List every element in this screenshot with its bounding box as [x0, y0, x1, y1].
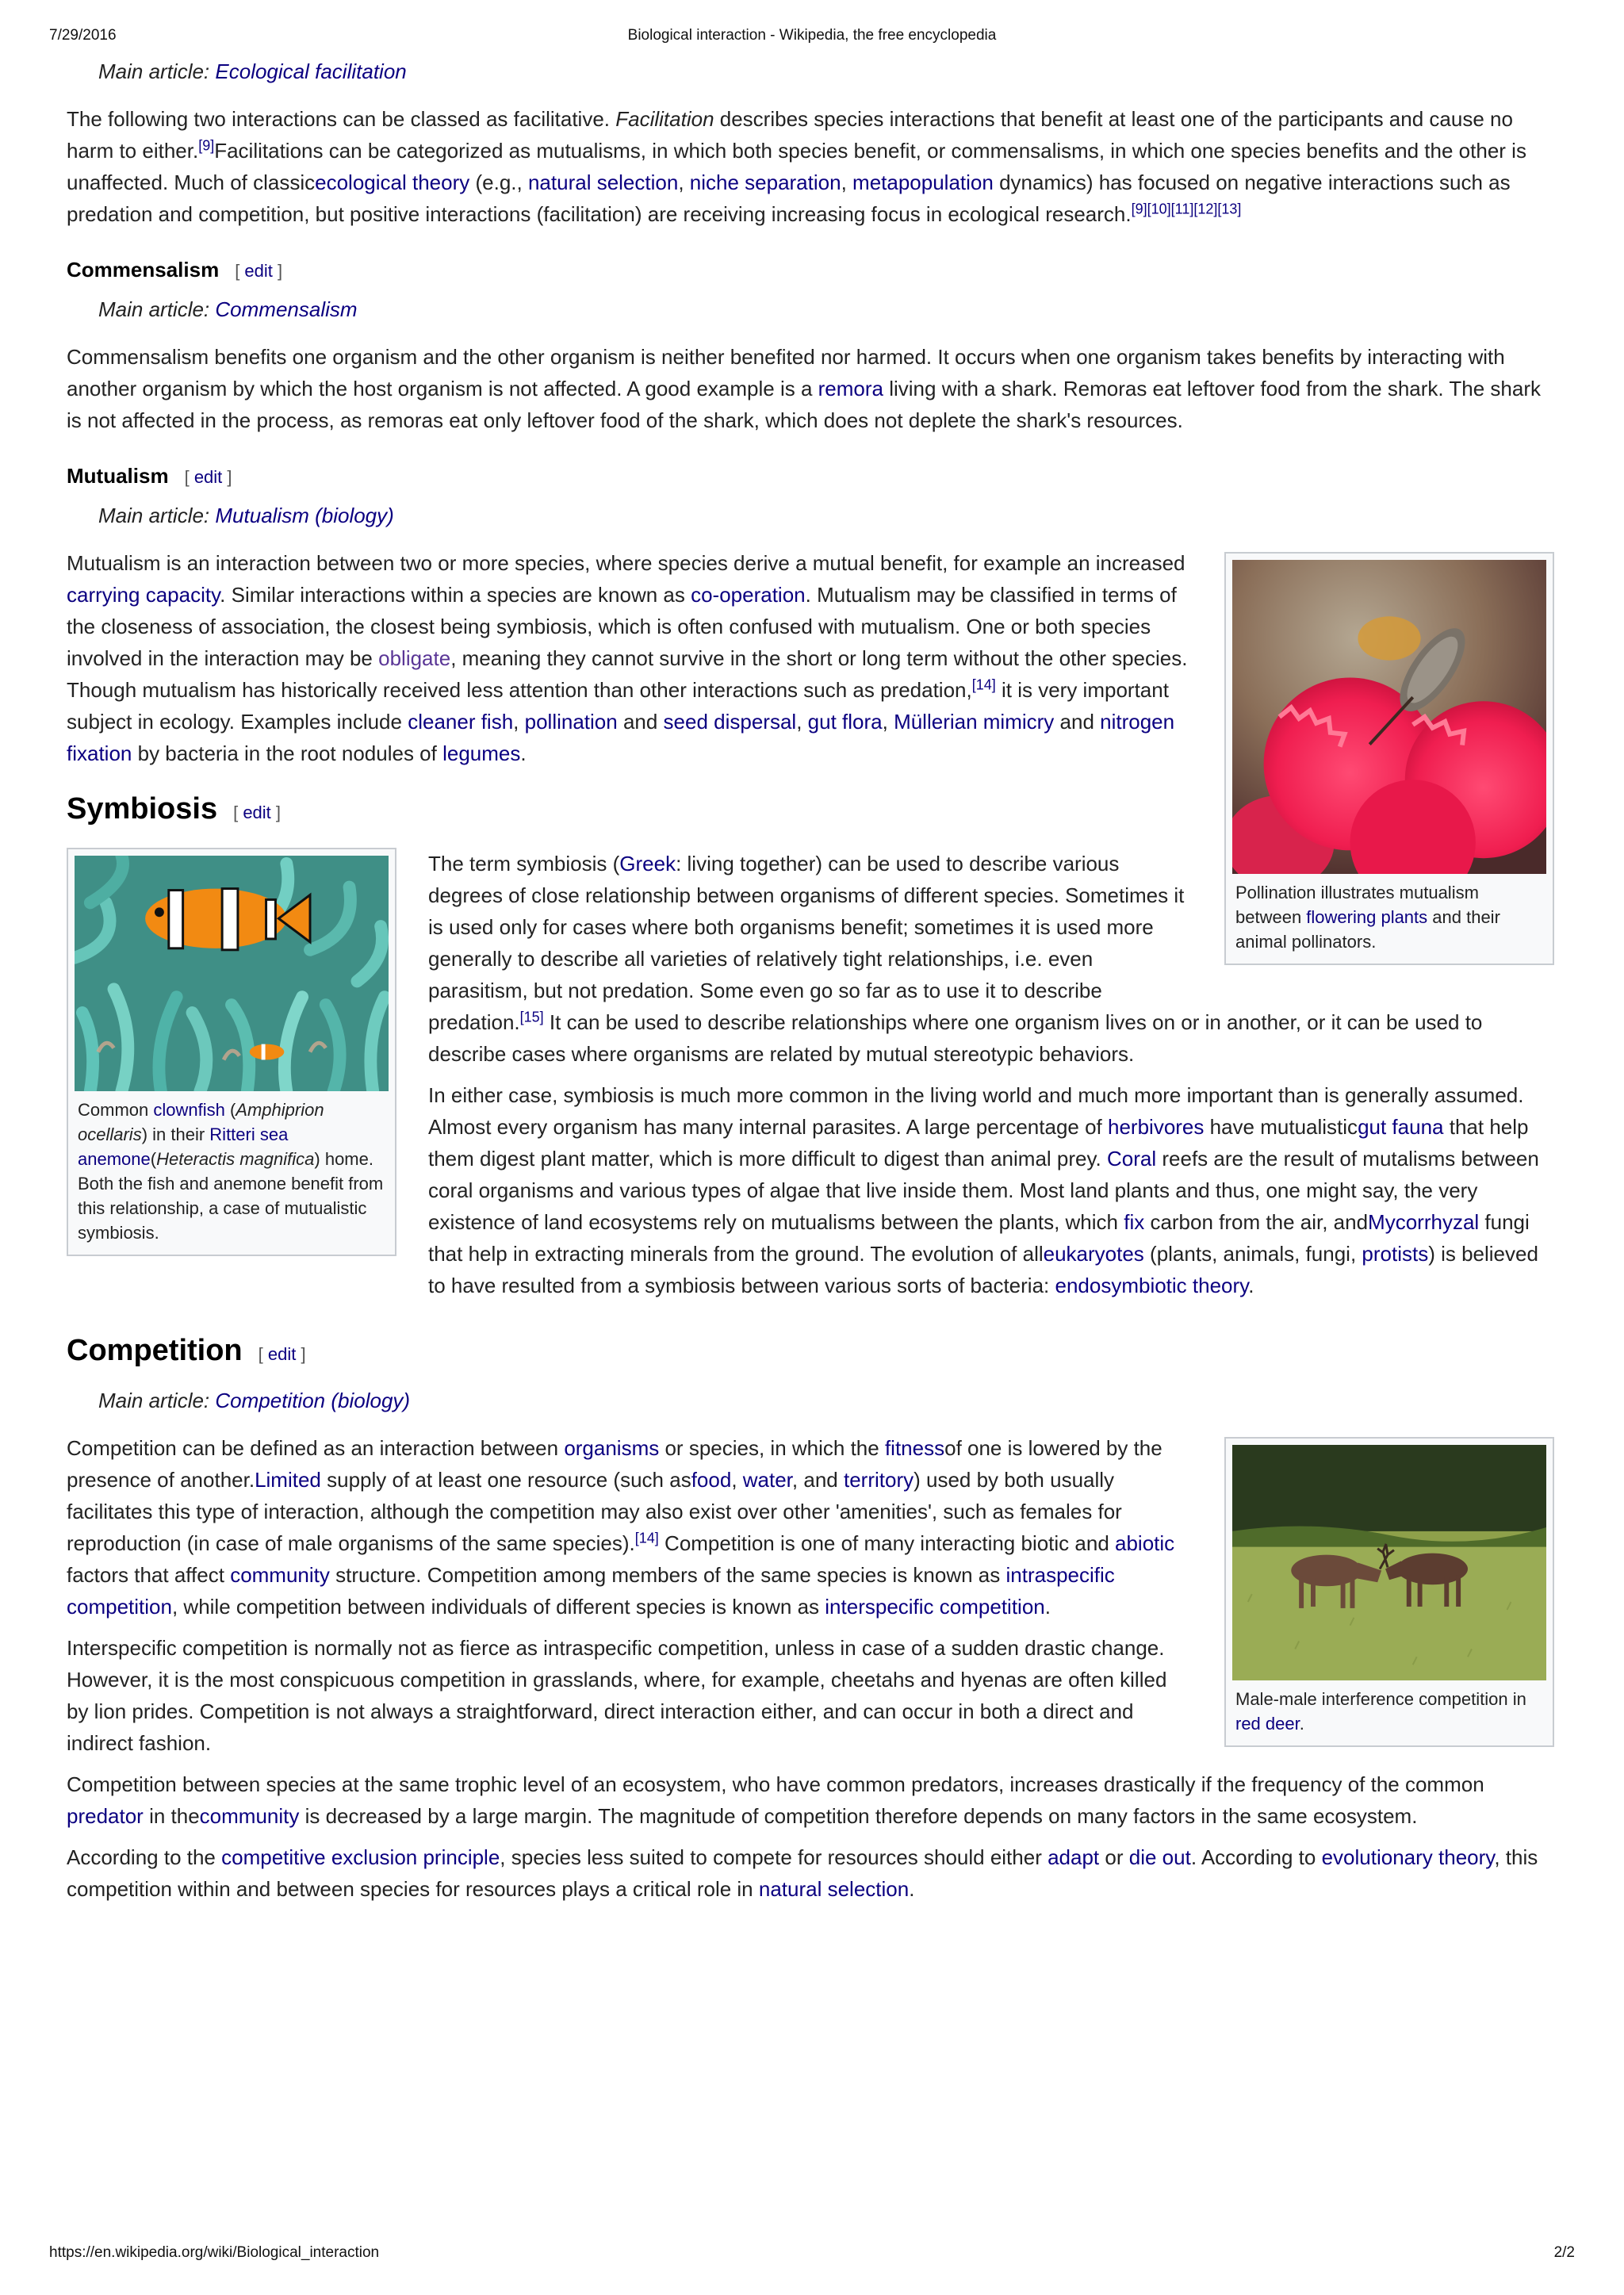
competition-paragraph-1: Competition can be defined as an interaction between organisms or species, in which the fitnessof one is lowered by the presence of another.Limited supply of at least one resource (such asfood, water, and territory) used by both usually facilitates this type of interaction, although the competition may also exist over other 'amenities', such as females for reproduction (in case of male organisms of the same species).[14] Competition is one of many interacting biotic and abiotic factors that affect community structure. Competition among members of the same species is known as intraspecific competition, while competition between individuals of different species is known as interspecific competition. [67, 1436, 1175, 1619]
link-nitrogen-fixation[interactable]: nitrogen fixation [67, 710, 1175, 765]
link-community-2[interactable]: community [199, 1804, 300, 1828]
link-die-out[interactable]: die out [1128, 1845, 1191, 1869]
link-seed-dispersal[interactable]: seed dispersal [663, 710, 797, 734]
link-ecological-facilitation[interactable]: Ecological facilitation [215, 59, 407, 83]
link-protists[interactable]: protists [1362, 1242, 1429, 1266]
print-page-number: 2/2 [1553, 2244, 1575, 2261]
link-predator[interactable]: predator [67, 1804, 144, 1828]
link-herbivores[interactable]: herbivores [1108, 1115, 1205, 1139]
edit-section-symbiosis: [ edit ] [233, 803, 282, 822]
print-url: https://en.wikipedia.org/wiki/Biological_interaction [49, 2244, 380, 2261]
caption-pollination: Pollination illustrates mutualism between flowering plants and their animal pollinators. [1235, 883, 1500, 952]
article-content [67, 56, 1554, 1914]
competition-paragraph-2: Interspecific competition is normally not as fierce as intraspecific competition, unless in case of a sudden drastic change. However, it is the most conspicuous competition in grasslands, where, for example, cheetahs and hyenas are often killed by lion prides. Competition is not always a straightforward, direct interaction either, and can occur in both a direct and indirect fashion. [67, 1636, 1167, 1755]
competition-paragraph-4: According to the competitive exclusion principle, species less suited to compete for resources should either adapt or die out. According to evolutionary theory, this competition within and between species for resources plays a critical role in natural selection. [67, 1845, 1538, 1901]
link-gut-fauna[interactable]: gut fauna [1358, 1115, 1444, 1139]
link-greek[interactable]: Greek [619, 852, 676, 875]
link-clownfish[interactable]: clownfish [153, 1100, 225, 1120]
link-obligate[interactable]: obligate [378, 646, 451, 670]
link-organisms[interactable]: organisms [564, 1436, 660, 1460]
link-ritteri-sea-anemone[interactable]: Ritteri sea anemone [78, 1125, 289, 1169]
ref-14-competition[interactable]: [14] [634, 1530, 659, 1546]
link-community[interactable]: community [230, 1563, 330, 1587]
commensalism-paragraph: Commensalism benefits one organism and the other organism is neither benefited nor harmed. It occurs when one organism takes benefits by interacting with another organism by which the host organism is not affected. A good example is a remora living with a shark. Remoras eat leftover food from the shark. The shark is not affected in the process, as remoras eat only leftover food of the shark, which does not deplete the shark's resources. [67, 345, 1541, 432]
link-mutualism-biology[interactable]: Mutualism (biology) [215, 504, 394, 527]
print-header [49, 27, 1575, 51]
print-title: Biological interaction - Wikipedia, the free encyclopedia [627, 27, 997, 44]
link-water[interactable]: water [742, 1468, 792, 1492]
ref-14[interactable]: [14] [971, 676, 996, 693]
heading-symbiosis: Symbiosis [ edit ] [67, 792, 282, 826]
link-limited[interactable]: Limited [255, 1468, 321, 1492]
hatnote-facilitation: Main article: Ecological facilitation [98, 59, 407, 83]
link-flowering-plants[interactable]: flowering plants [1306, 907, 1428, 927]
hatnote-mutualism: Main article: Mutualism (biology) [98, 504, 394, 527]
link-cleaner-fish[interactable]: cleaner fish [408, 710, 514, 734]
link-mullerian-mimicry[interactable]: Müllerian mimicry [894, 710, 1055, 734]
link-competition-biology[interactable]: Competition (biology) [215, 1389, 411, 1412]
link-red-deer[interactable]: red deer [1235, 1714, 1300, 1734]
link-niche-separation[interactable]: niche separation [689, 170, 841, 194]
link-ecological-theory[interactable]: ecological theory [315, 170, 470, 194]
link-eukaryotes[interactable]: eukaryotes [1043, 1242, 1144, 1266]
edit-link-mutualism[interactable]: edit [193, 467, 223, 487]
link-evolutionary-theory[interactable]: evolutionary theory [1321, 1845, 1495, 1869]
hatnote-commensalism: Main article: Commensalism [98, 297, 358, 321]
edit-section-mutualism: [ edit ] [184, 467, 232, 487]
figure-clownfish [67, 848, 396, 1256]
link-competitive-exclusion-principle[interactable]: competitive exclusion principle [221, 1845, 500, 1869]
link-co-operation[interactable]: co-operation [691, 583, 806, 607]
print-date: 7/29/2016 [49, 27, 117, 44]
link-interspecific-competition[interactable]: interspecific competition [825, 1595, 1045, 1619]
link-abiotic[interactable]: abiotic [1115, 1531, 1175, 1555]
link-adapt[interactable]: adapt [1048, 1845, 1100, 1869]
edit-link-symbiosis[interactable]: edit [243, 803, 271, 822]
heading-commensalism: Commensalism [ edit ] [67, 258, 283, 282]
symbiosis-paragraph-1: The term symbiosis (Greek: living together) can be used to describe various degrees of close relationship between organisms of different species. Sometimes it is used only for cases where both organisms benefit; sometimes it is used more generally to describe all varieties of relatively tight relationships, i.e. even parasitism, but not predation. Some even go so far as to use it to describe predation.[15] It can be used to describe relationships where one organism lives on or in another, or it can be used to describe cases where organisms are related by mutual stereotypic behaviors. [428, 852, 1483, 1066]
heading-mutualism: Mutualism [ edit ] [67, 464, 232, 488]
competition-paragraph-3: Competition between species at the same trophic level of an ecosystem, who have common predators, increases drastically if the frequency of the common predator in thecommunity is decreased by a large margin. The magnitude of competition therefore depends on many factors in the same ecosystem. [67, 1772, 1484, 1828]
link-endosymbiotic-theory[interactable]: endosymbiotic theory [1055, 1274, 1249, 1297]
clownfish-image [75, 856, 389, 1091]
print-footer [49, 2244, 1575, 2268]
link-natural-selection-2[interactable]: natural selection [758, 1877, 910, 1901]
link-fix[interactable]: fix [1124, 1210, 1145, 1234]
ref-9[interactable]: [9] [198, 137, 215, 154]
red-deer-image [1232, 1445, 1546, 1680]
edit-section-commensalism: [ edit ] [235, 261, 283, 281]
refs-9-13[interactable]: [9][10][11][12][13] [1131, 201, 1242, 217]
figure-pollination [1224, 552, 1554, 965]
link-natural-selection[interactable]: natural selection [527, 170, 679, 194]
edit-section-competition: [ edit ] [258, 1344, 306, 1364]
link-fitness[interactable]: fitness [884, 1436, 945, 1460]
ref-15[interactable]: [15] [519, 1009, 544, 1025]
hatnote-competition: Main article: Competition (biology) [98, 1389, 411, 1412]
link-food[interactable]: food [691, 1468, 732, 1492]
link-pollination[interactable]: pollination [524, 710, 618, 734]
link-commensalism[interactable]: Commensalism [215, 297, 358, 321]
edit-link-competition[interactable]: edit [267, 1344, 297, 1364]
symbiosis-paragraph-2: In either case, symbiosis is much more common in the living world and much more important than is generally assumed. Almost every organism has many internal parasites. A large percentage of herbivores have mutualisticgut fauna that help them digest plant matter, which is more difficult to digest than animal prey. Coral reefs are the result of mutalisms between coral organisms and various types of algae that live inside them. Most land plants and thus, one might say, the very existence of land ecosystems rely on mutualisms between the plants, which fix carbon from the air, andMycorrhyzal fungi that help in extracting minerals from the ground. The evolution of alleukaryotes (plants, animals, fungi, protists) is believed to have resulted from a symbiosis between various sorts of bacteria: endosymbiotic theory. [428, 1083, 1539, 1297]
link-carrying-capacity[interactable]: carrying capacity [67, 583, 220, 607]
link-remora[interactable]: remora [818, 377, 883, 400]
link-coral[interactable]: Coral [1107, 1147, 1157, 1170]
edit-link-commensalism[interactable]: edit [244, 261, 273, 281]
caption-red-deer: Male-male interference competition in red deer. [1235, 1689, 1526, 1734]
figure-red-deer [1224, 1437, 1554, 1747]
link-intraspecific-competition[interactable]: intraspecific competition [67, 1563, 1115, 1619]
heading-competition: Competition [ edit ] [67, 1334, 306, 1367]
link-territory[interactable]: territory [843, 1468, 914, 1492]
link-mycorrhyzal[interactable]: Mycorrhyzal [1368, 1210, 1480, 1234]
mutualism-paragraph: Mutualism is an interaction between two or more species, where species derive a mutual benefit, for example an increased carrying capacity. Similar interactions within a species are known as co-operation. Mutualism may be classified in terms of the closeness of association, the closest being symbiosis, which is often confused with mutualism. One or both species involved in the interaction may be obligate, meaning they cannot survive in the short or long term without the other species. Though mutualism has historically received less attention than other interactions such as predation,[14] it is very important subject in ecology. Examples include cleaner fish, pollination and seed dispersal, gut flora, Müllerian mimicry and nitrogen fixation by bacteria in the root nodules of legumes. [67, 551, 1188, 765]
pollination-image [1232, 560, 1546, 874]
link-gut-flora[interactable]: gut flora [807, 710, 883, 734]
facilitation-paragraph: The following two interactions can be classed as facilitative. Facilitation describes species interactions that benefit at least one of the participants and cause no harm to either.[9]Facilitations can be categorized as mutualisms, in which both species benefit, or commensalisms, in which one species benefits and the other is unaffected. Much of classicecological theory (e.g., natural selection, niche separation, metapopulation dynamics) has focused on negative interactions such as predation and competition, but positive interactions (facilitation) are receiving increasing focus in ecological research.[9][10][11][12][13] [67, 107, 1526, 226]
link-metapopulation[interactable]: metapopulation [852, 170, 994, 194]
caption-clownfish: Common clownfish (Amphiprion ocellaris) in their Ritteri sea anemone(Heteractis magnifica) home. Both the fish and anemone benefit from this relationship, a case of mutualistic symbiosis. [78, 1100, 384, 1243]
link-legumes[interactable]: legumes [442, 741, 521, 765]
